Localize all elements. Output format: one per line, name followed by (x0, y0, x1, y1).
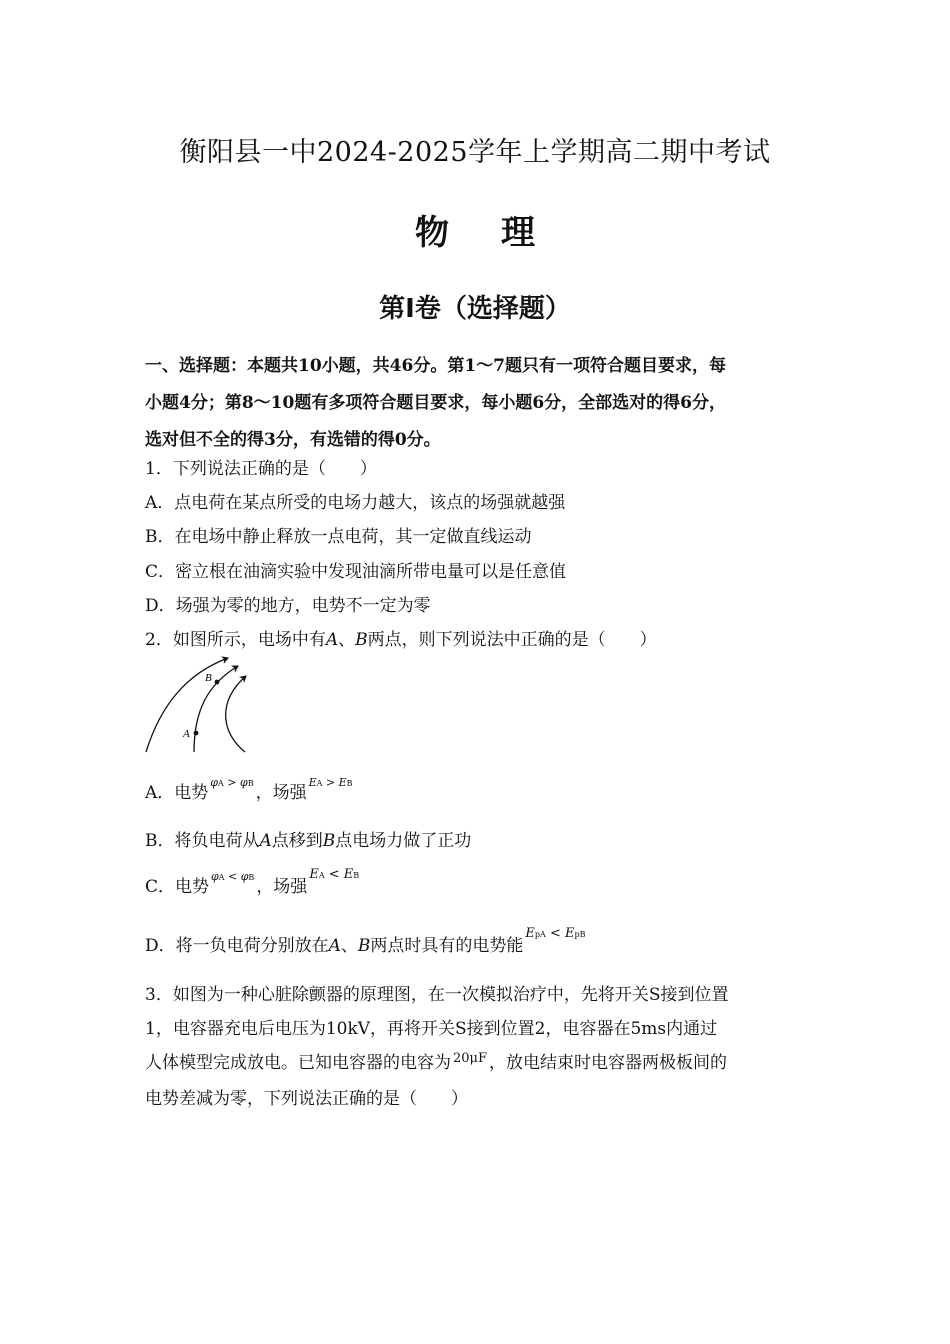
point-a-label: A (328, 936, 341, 956)
point-a-label: A (259, 831, 272, 851)
q2-option-b (145, 826, 471, 851)
point-b-label: B (357, 936, 371, 956)
exam-title: 衡阳县一中2024-2025学年上学期高二期中考试 (179, 137, 771, 168)
point-a-dot (194, 731, 199, 736)
q2-option-c (145, 867, 361, 897)
instruction-line: 小题4分；第8～10题有多项符合题目要求，每小题6分，全部选对的得6分， (145, 393, 726, 413)
q3-stem (145, 978, 813, 1116)
q1-stem: 1．下列说法正确的是（ ） (145, 459, 377, 479)
option-text: D．将一负电荷分别放在 (145, 936, 329, 956)
q2-stem-text: 两点，则下列说法中正确的是（ ） (367, 630, 657, 650)
q2-stem-text: 2．如图所示，电场中有 (145, 630, 326, 650)
electric-field-diagram (140, 652, 260, 757)
field-line (194, 666, 238, 752)
option-text: B．将负电荷从 (145, 831, 260, 851)
q1-option-c: C．密立根在油滴实验中发现油滴所带电量可以是任意值 (145, 562, 567, 582)
subject-title (0, 205, 950, 254)
q1-option-d: D．场强为零的地方，电势不一定为零 (145, 596, 431, 616)
section-instructions (145, 348, 813, 459)
point-b-label: B (322, 831, 336, 851)
formula-phi-a-lt-phi-b: φA < φB (211, 870, 255, 883)
q2-sep: 、 (338, 630, 356, 650)
q3-line: 电势差减为零，下列说法正确的是（ ） (145, 1089, 468, 1109)
field-line (226, 676, 246, 752)
q1-option-b: B．在电场中静止释放一点电荷，其一定做直线运动 (145, 527, 532, 547)
point-b-label: B (355, 630, 368, 650)
q2-option-d (145, 926, 588, 956)
point-b-label: B (205, 672, 212, 684)
capacitance-value: 20μF (453, 1051, 488, 1066)
option-text: 点移到 (271, 831, 323, 851)
option-text: 、 (340, 936, 358, 956)
instruction-line: 一、选择题：本题共10小题，共46分。第1～7题只有一项符合题目要求，每 (145, 356, 726, 376)
formula-phi-a-gt-phi-b: φA > φB (210, 776, 254, 789)
formula-ea-lt-eb: EA < EB (309, 867, 360, 882)
q3-line: 1，电容器充电后电压为10kV，再将开关S接到位置2，电容器在5ms内通过 (145, 1019, 718, 1039)
option-text: 点电场力做了正功 (335, 831, 472, 851)
point-a-label: A (183, 728, 190, 740)
option-text: 两点时具有的电势能 (370, 936, 524, 956)
option-text: A．电势 (145, 783, 209, 803)
q2-option-a (145, 778, 355, 803)
formula-epa-lt-epb: EpA < EpB (525, 926, 586, 941)
option-text: ，场强 (255, 783, 307, 803)
subject-char: 理 (501, 213, 535, 253)
formula-ea-gt-eb: EA > EB (308, 776, 353, 789)
point-a-label: A (325, 630, 339, 650)
subject-char: 物 (415, 213, 449, 253)
volume-title: 第Ⅰ卷（选择题） (379, 294, 571, 324)
q3-line: 3．如图为一种心脏除颤器的原理图，在一次模拟治疗中，先将开关S接到位置 (145, 985, 729, 1005)
option-text: ，场强 (256, 877, 308, 897)
q3-line: 人体模型完成放电。已知电容器的电容为 $^{20\mu F}$ ，放电结束时电容器两极板间的 (145, 1051, 728, 1073)
point-b-dot (215, 680, 220, 685)
q2-stem (145, 625, 657, 650)
q1-option-a: A．点电荷在某点所受的电场力越大，该点的场强就越强 (145, 493, 566, 513)
option-text: C．电势 (145, 877, 210, 897)
instruction-line: 选对但不全的得3分，有选错的得0分。 (145, 430, 441, 450)
